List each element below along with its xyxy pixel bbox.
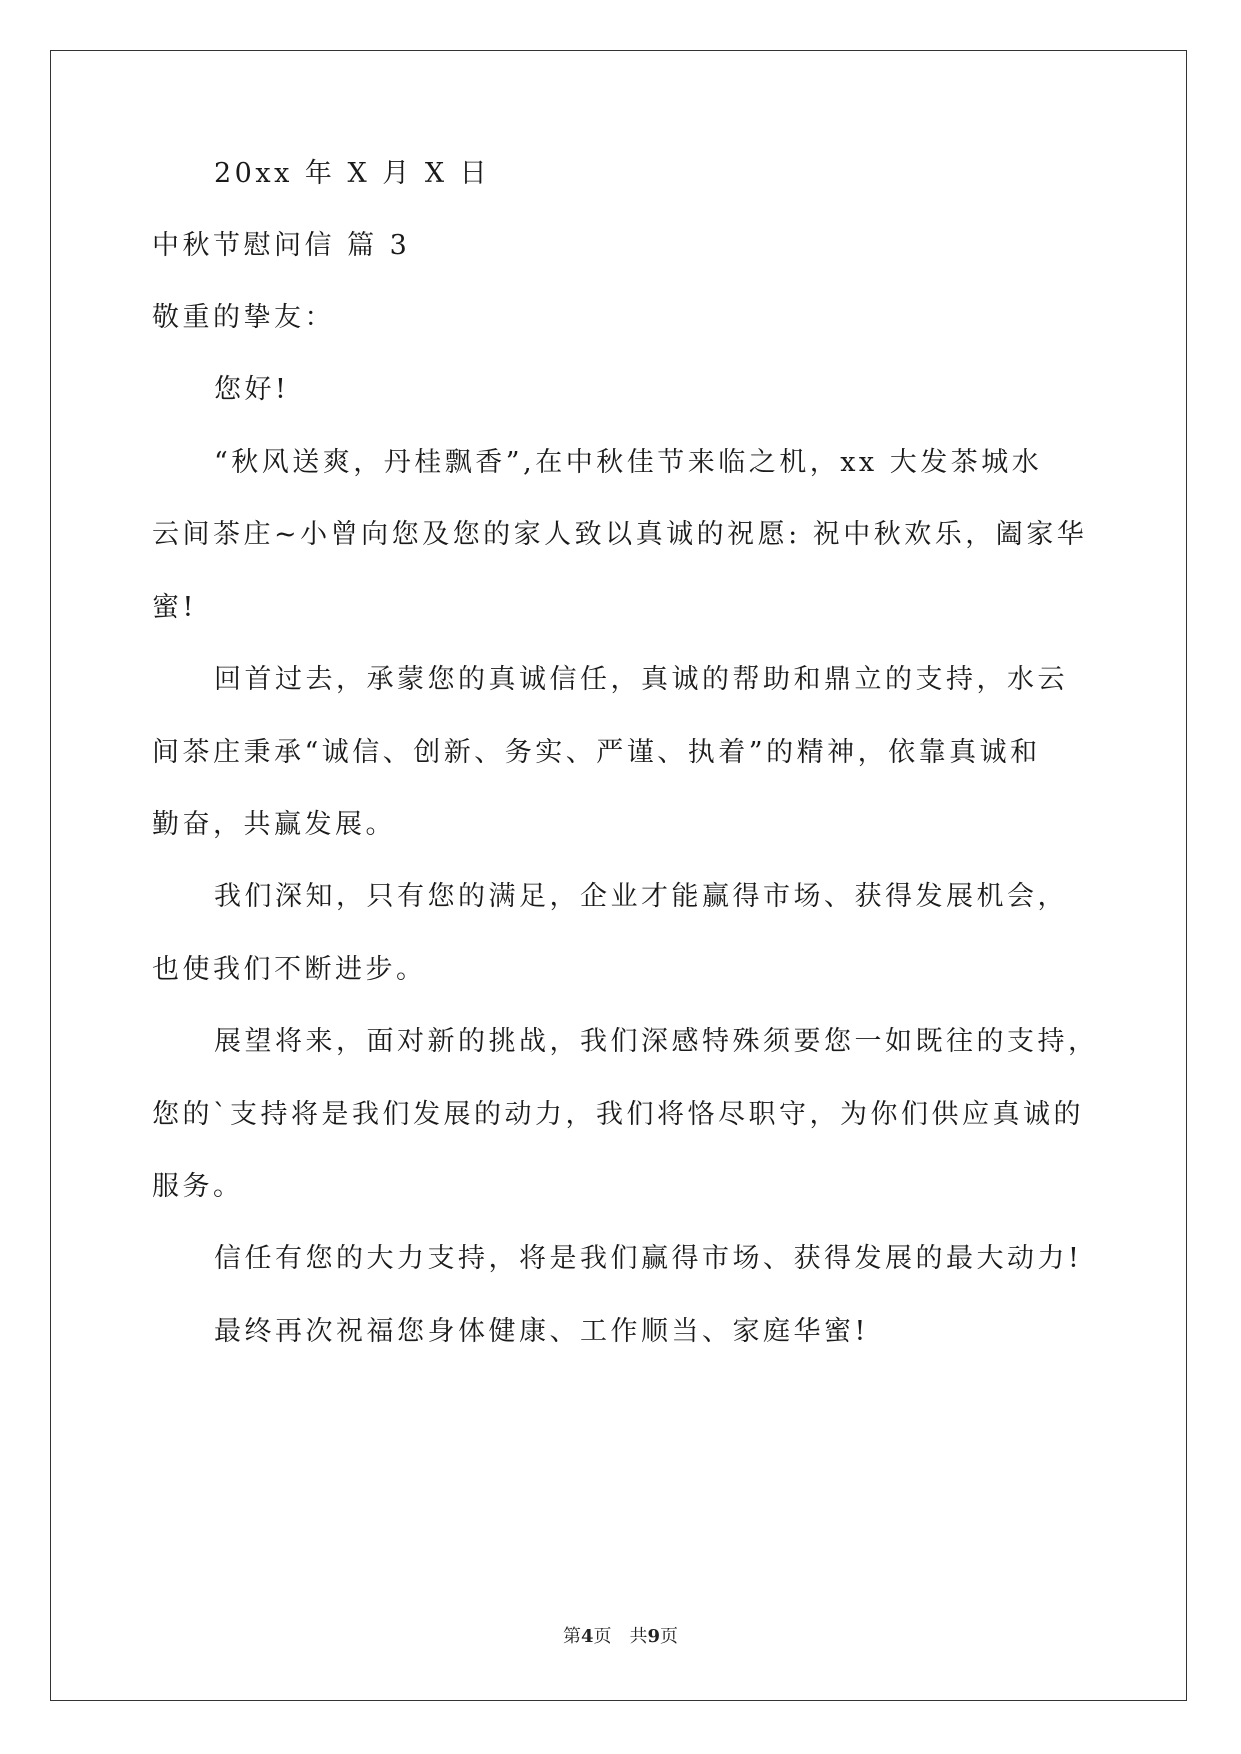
paragraph-2-line-1: 回首过去，承蒙您的真诚信任，真诚的帮助和鼎立的支持，水云 [214, 664, 1068, 695]
footer-prefix: 第 [562, 1626, 581, 1647]
page-border [50, 50, 1187, 1701]
paragraph-4-line-3: 服务。 [152, 1171, 244, 1202]
paragraph-2-line-2: 间茶庄秉承“诚信、创新、务实、严谨、执着”的精神，依靠真诚和 [152, 737, 1041, 768]
letter-title: 中秋节慰问信 篇 3 [152, 230, 411, 261]
paragraph-5-line-1: 信任有您的大力支持，将是我们赢得市场、获得发展的最大动力! [214, 1243, 1083, 1274]
paragraph-3-line-1: 我们深知，只有您的满足，企业才能赢得市场、获得发展机会， [214, 881, 1068, 912]
greeting: 您好! [214, 374, 290, 405]
total-page-number: 9 [647, 1626, 661, 1647]
paragraph-4-line-2: 您的`支持将是我们发展的动力，我们将恪尽职守，为你们供应真诚的 [152, 1099, 1084, 1130]
paragraph-1-line-3: 蜜! [152, 592, 197, 623]
paragraph-4-line-1: 展望将来，面对新的挑战，我们深感特殊须要您一如既往的支持， [214, 1026, 1099, 1057]
date-line: 20xx 年 X 月 X 日 [214, 158, 491, 189]
paragraph-1-line-1: “秋风送爽，丹桂飘香”,在中秋佳节来临之机，xx 大发茶城水 [214, 447, 1043, 478]
paragraph-2-line-3: 勤奋，共赢发展。 [152, 809, 396, 840]
salutation: 敬重的挚友： [152, 302, 335, 333]
page-footer [0, 1622, 1241, 1648]
footer-suffix: 页 [660, 1626, 679, 1647]
paragraph-3-line-2: 也使我们不断进步。 [152, 954, 427, 985]
paragraph-1-line-2: 云间茶庄~小曾向您及您的家人致以真诚的祝愿: 祝中秋欢乐，阖家华 [152, 519, 1088, 550]
paragraph-6-line-1: 最终再次祝福您身体健康、工作顺当、家庭华蜜! [214, 1316, 869, 1347]
footer-mid: 页 共 [593, 1626, 648, 1647]
current-page-number: 4 [580, 1626, 594, 1647]
